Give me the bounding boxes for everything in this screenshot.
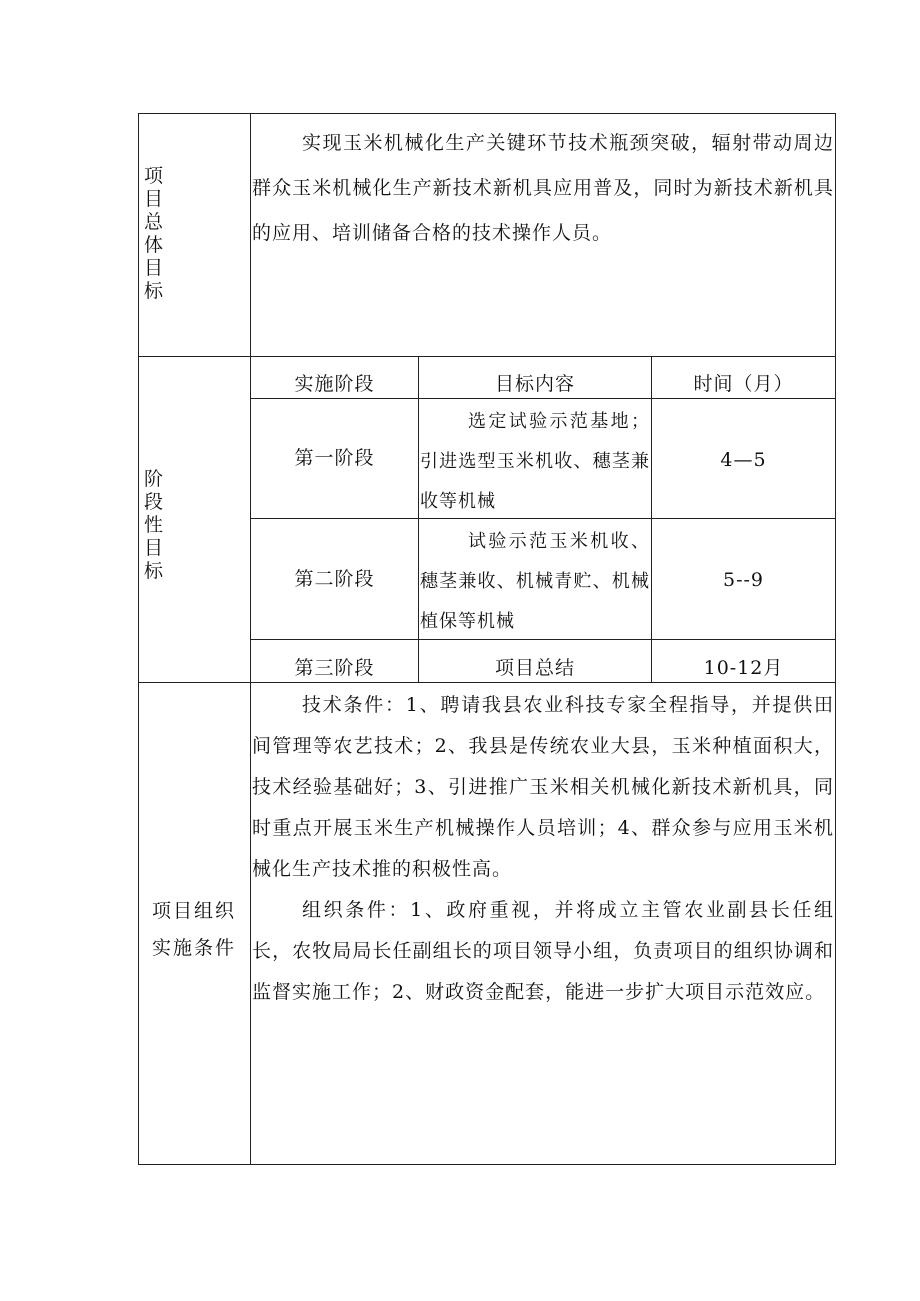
overall-goal-label-cell — [140, 165, 170, 315]
conditions-technical: 技术条件：1、聘请我县农业科技专家全程指导，并提供田间管理等农艺技术；2、我县是传统农业大县，玉米种植面积大，技术经验基础好；3、引进推广玉米相关机械化新技术新机具，同时重点开展玉米生产机械操作人员培训；4、群众参与应用玉米机械化生产技术推的积极性高。 — [252, 694, 834, 880]
stage-goals-label: 阶段性目标 — [144, 468, 164, 582]
stage-row-2-content: 试验示范玉米机收、穗茎兼收、机械青贮、机械植保等机械 — [420, 531, 650, 632]
stage-row-1-stage: 第一阶段 — [294, 447, 375, 469]
stage-row-2-content-cell — [420, 522, 650, 642]
overall-goal-label: 项目总体目标 — [144, 165, 164, 302]
stage-row-1-content-cell — [420, 402, 650, 522]
table-border-row1-bottom — [138, 356, 836, 357]
stage-row-2-time: 5--9 — [722, 569, 765, 591]
overall-goal-text-cell — [252, 121, 834, 256]
conditions-label-cell — [142, 893, 246, 967]
stage-header-bottom — [250, 398, 836, 399]
stage-row-2-stage: 第二阶段 — [294, 568, 375, 590]
stage-row-3-stage: 第三阶段 — [294, 657, 375, 679]
table-border-bottom — [138, 1164, 836, 1165]
stage-row-3-time: 10-12月 — [703, 657, 784, 679]
stage-col-divider-2 — [651, 356, 652, 683]
conditions-label: 项目组织实施条件 — [151, 900, 236, 959]
stage-goals-label-cell — [140, 468, 170, 588]
overall-goal-text: 实现玉米机械化生产关键环节技术瓶颈突破，辐射带动周边群众玉米机械化生产新技术新机具应用普及，同时为新技术新机具的应用、培训储备合格的技术操作人员。 — [252, 132, 834, 244]
table-border-left — [138, 113, 139, 1165]
stage-header-time: 时间（月） — [693, 373, 794, 395]
table-border-top — [138, 113, 836, 114]
stage-row-1-content: 选定试验示范基地；引进选型玉米机收、穗茎兼收等机械 — [420, 411, 650, 512]
stage-col-divider-1 — [418, 356, 419, 683]
table-border-row2-bottom — [138, 682, 836, 683]
stage-header-content: 目标内容 — [494, 373, 575, 395]
stage-row-1-time: 4—5 — [720, 449, 767, 471]
stage-header-stage: 实施阶段 — [294, 373, 375, 395]
stage-row-3-content: 项目总结 — [494, 657, 575, 679]
conditions-text-cell — [252, 685, 834, 1013]
conditions-organizational: 组织条件：1、政府重视，并将成立主管农业副县长任组长，农牧局局长任副组长的项目领导小组，负责项目的组织协调和监督实施工作；2、财政资金配套，能进一步扩大项目示范效应。 — [252, 899, 834, 1003]
